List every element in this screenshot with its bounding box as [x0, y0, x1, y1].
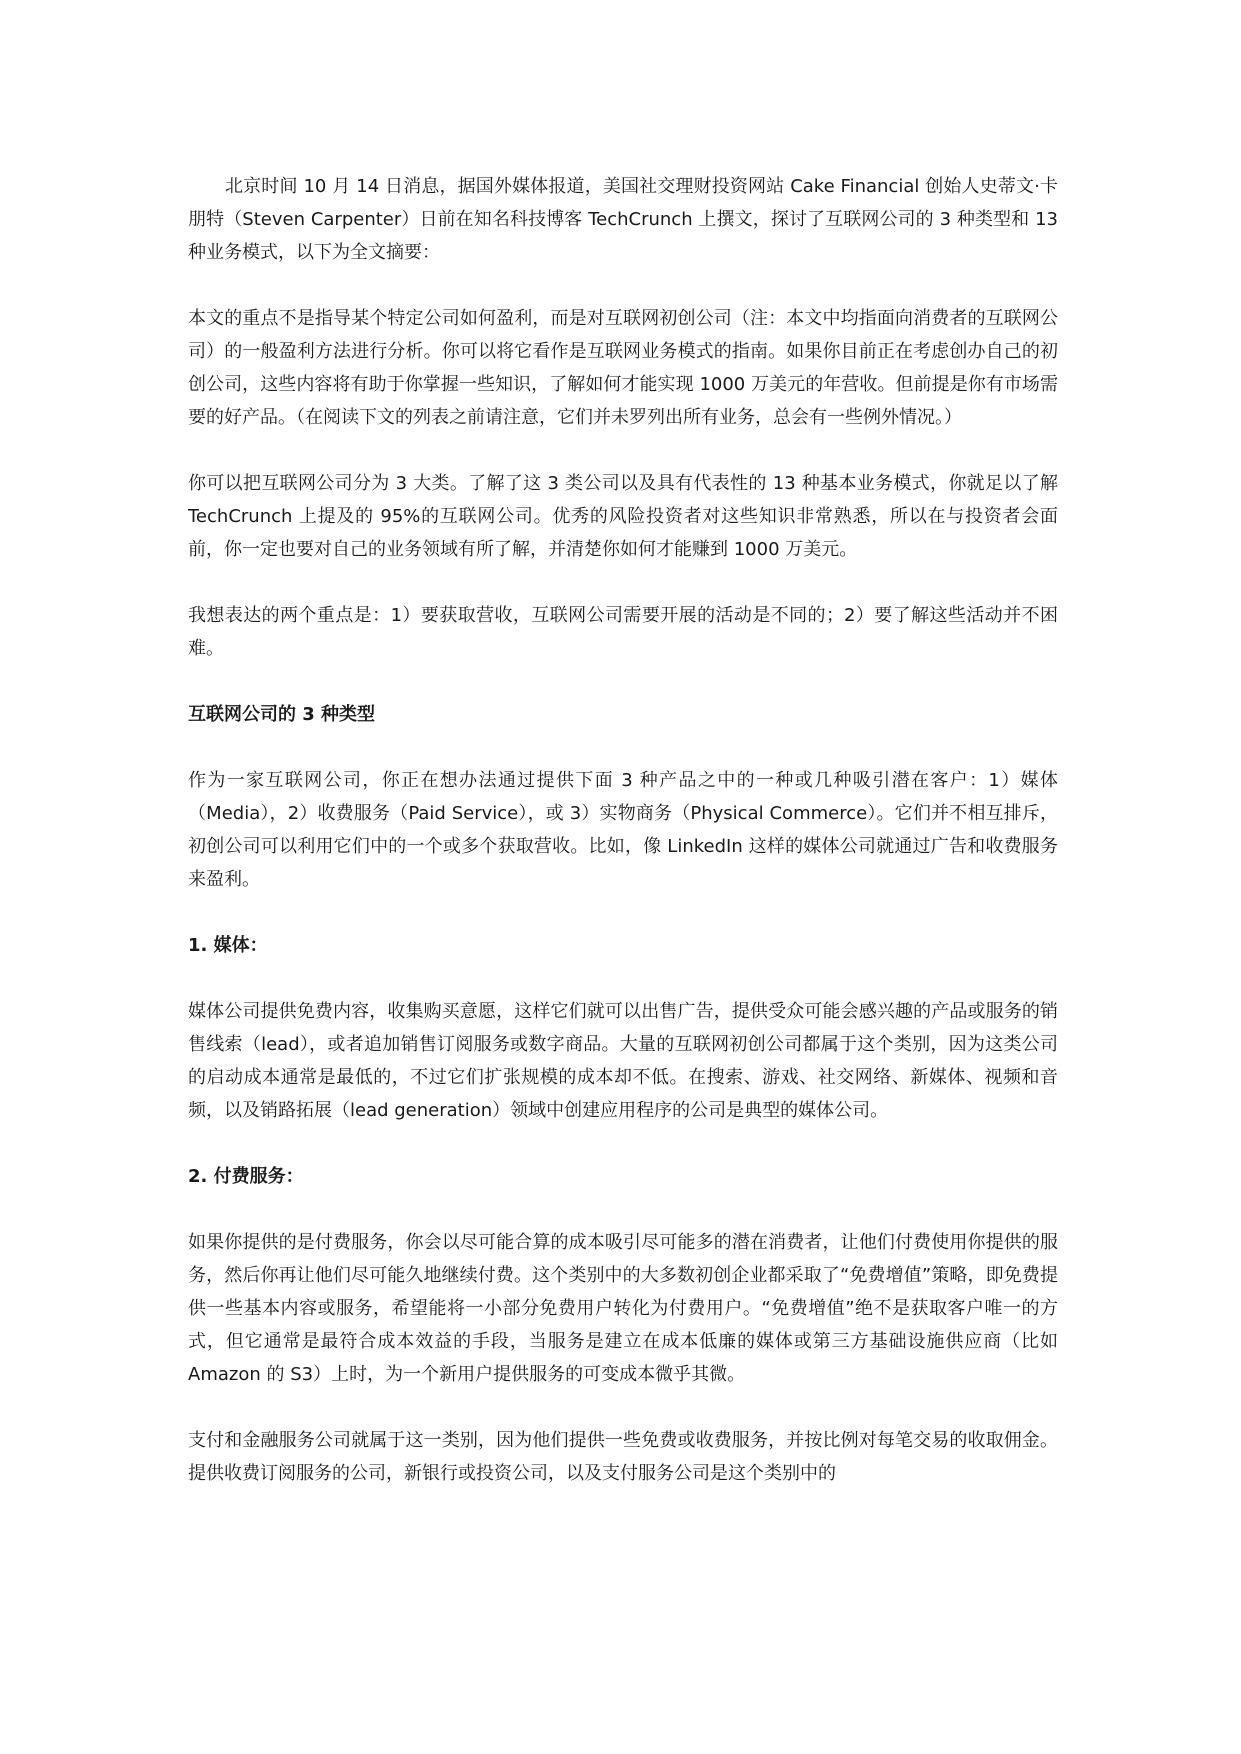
paragraph-key-points: 我想表达的两个重点是：1）要获取营收，互联网公司需要开展的活动是不同的；2）要了解这些活动并不困难。	[188, 605, 1058, 659]
paragraph-media: 媒体公司提供免费内容，收集购买意愿，这样它们就可以出售广告，提供受众可能会感兴趣的产品或服务的销售线索（lead），或者追加销售订阅服务或数字商品。大量的互联网初创公司都属于这个类别，因为这类公司的启动成本通常是最低的，不过它们扩张规模的成本却不低。在搜索、游戏、社交网络、新媒体、视频和音频，以及销路拓展（lead generation）领域中创建应用程序的公司是典型的媒体公司。	[188, 1001, 1058, 1121]
heading-paid-service: 2. 付费服务：	[188, 1166, 304, 1187]
paragraph-payment-finance: 支付和金融服务公司就属于这一类别，因为他们提供一些免费或收费服务，并按比例对每笔交易的收取佣金。提供收费订阅服务的公司，新银行或投资公司，以及支付服务公司是这个类别中的	[188, 1430, 1058, 1484]
heading-media: 1. 媒体：	[188, 935, 268, 956]
paragraph-paid-service: 如果你提供的是付费服务，你会以尽可能合算的成本吸引尽可能多的潜在消费者，让他们付费使用你提供的服务，然后你再让他们尽可能久地继续付费。这个类别中的大多数初创企业都采取了“免费增值”策略，即免费提供一些基本内容或服务，希望能将一小部分免费用户转化为付费用户。“免费增值”绝不是获取客户唯一的方式，但它通常是最符合成本效益的手段，当服务是建立在成本低廉的媒体或第三方基础设施供应商（比如 Amazon 的 S3）上时，为一个新用户提供服务的可变成本微乎其微。	[188, 1232, 1058, 1385]
article-body	[188, 170, 1058, 1490]
paragraph-categories: 你可以把互联网公司分为 3 大类。了解了这 3 类公司以及具有代表性的 13 种基本业务模式，你就足以了解 TechCrunch 上提及的 95%的互联网公司。优秀的风险投资者对这些知识非常熟悉，所以在与投资者会面前，你一定也要对自己的业务领域有所了解，并清楚你如何才能赚到 1000 万美元。	[188, 473, 1058, 560]
intro-paragraph: 北京时间 10 月 14 日消息，据国外媒体报道，美国社交理财投资网站 Cake Financial 创始人史蒂文·卡朋特（Steven Carpenter）日前在知名科技博客 TechCrunch 上撰文，探讨了互联网公司的 3 种类型和 13 种业务模式，以下为全文摘要：	[188, 176, 1058, 263]
paragraph-three-products: 作为一家互联网公司，你正在想办法通过提供下面 3 种产品之中的一种或几种吸引潜在客户：1）媒体（Media），2）收费服务（Paid Service），或 3）实物商务（Physical Commerce）。它们并不相互排斥，初创公司可以利用它们中的一个或多个获取营收。比如，像 LinkedIn 这样的媒体公司就通过广告和收费服务来盈利。	[188, 770, 1058, 890]
paragraph-purpose: 本文的重点不是指导某个特定公司如何盈利，而是对互联网初创公司（注：本文中均指面向消费者的互联网公司）的一般盈利方法进行分析。你可以将它看作是互联网业务模式的指南。如果你目前正在考虑创办自己的初创公司，这些内容将有助于你掌握一些知识，了解如何才能实现 1000 万美元的年营收。但前提是你有市场需要的好产品。（在阅读下文的列表之前请注意，它们并未罗列出所有业务，总会有一些例外情况。）	[188, 308, 1058, 428]
heading-three-types: 互联网公司的 3 种类型	[188, 704, 376, 725]
